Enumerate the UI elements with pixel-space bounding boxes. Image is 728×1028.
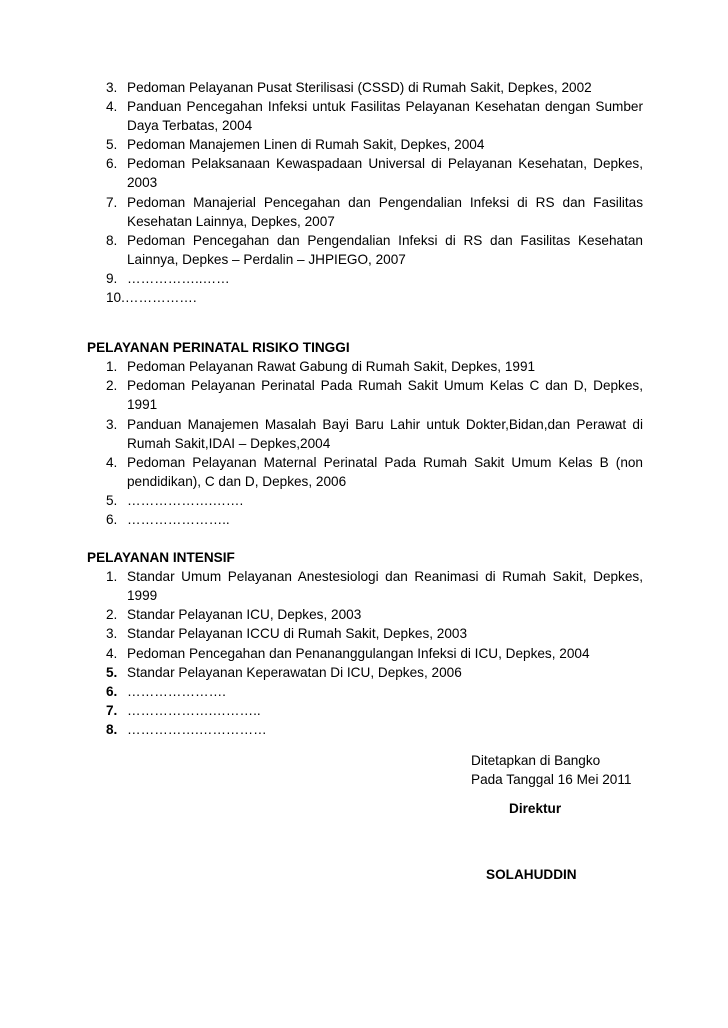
section-heading-perinatal: PELAYANAN PERINATAL RISIKO TINGGI (87, 340, 350, 356)
item-number: 3. (106, 626, 118, 642)
item-number: 9. (106, 270, 118, 286)
signature-block (471, 751, 691, 884)
list-item (87, 288, 643, 307)
item-text: …………….…………… (127, 721, 267, 737)
item-number: 2. (106, 378, 118, 394)
list-item (87, 357, 643, 376)
item-number: 6. (106, 511, 118, 527)
item-text: Pedoman Pencegahan dan Penananggulangan Infeksi di ICU, Depkes, 2004 (127, 645, 590, 661)
item-number: 8. (106, 721, 118, 737)
item-text: Pedoman Pelayanan Pusat Sterilisasi (CSSD) di Rumah Sakit, Depkes, 2002 (127, 80, 592, 95)
section-heading-intensive: PELAYANAN INTENSIF (87, 550, 235, 566)
item-number: 3. (106, 80, 118, 95)
item-number: 1. (106, 569, 118, 585)
list-item (87, 231, 643, 269)
item-number: 5. (106, 492, 118, 508)
item-text: Pedoman Pelaksanaan Kewaspadaan Universal di Pelayanan Kesehatan, Depkes, 2003 (127, 156, 643, 191)
list-item (87, 720, 643, 739)
list-item (87, 663, 643, 682)
item-number: 3. (106, 416, 118, 432)
item-text: Pedoman Pelayanan Rawat Gabung di Rumah Sakit, Depkes, 1991 (127, 359, 536, 375)
list-item (87, 269, 643, 288)
item-number: 8. (106, 232, 118, 248)
reference-list-perinatal (87, 357, 643, 529)
item-number: 7. (106, 194, 118, 210)
list-item (87, 193, 643, 231)
list-item (87, 682, 643, 701)
item-text: Pedoman Manajemen Linen di Rumah Sakit, Depkes, 2004 (127, 137, 485, 153)
list-item (87, 97, 643, 135)
item-text: …………………. (127, 683, 226, 699)
item-text: ………………….. (127, 511, 230, 527)
item-number: 6. (106, 156, 118, 172)
document-body (87, 78, 643, 739)
list-item (87, 453, 643, 491)
list-item (87, 135, 643, 154)
item-number: 4. (106, 454, 118, 470)
item-number: 7. (106, 702, 118, 718)
signature-title: Direktur (509, 801, 562, 817)
item-text: Panduan Manajemen Masalah Bayi Baru Lahir untuk Dokter,Bidan,dan Perawat di Rumah Sakit,IDAI – Depkes,2004 (127, 416, 643, 451)
item-text: ……………….……. (127, 492, 244, 508)
list-item (87, 154, 643, 192)
item-number: 5. (106, 664, 118, 680)
list-item (87, 510, 643, 529)
signature-place: Ditetapkan di Bangko (471, 753, 601, 768)
reference-list-intensive (87, 567, 643, 739)
item-text: Standar Pelayanan ICCU di Rumah Sakit, Depkes, 2003 (127, 626, 468, 642)
item-text: Pedoman Manajerial Pencegahan dan Pengendalian Infeksi di RS dan Fasilitas Kesehatan Lainnya, Depkes, 2007 (127, 194, 643, 229)
item-number: 2. (106, 607, 118, 623)
item-text: Pedoman Pelayanan Perinatal Pada Rumah Sakit Umum Kelas C dan D, Depkes, 1991 (127, 378, 643, 413)
item-text: Standar Umum Pelayanan Anestesiologi dan Reanimasi di Rumah Sakit, Depkes, 1999 (127, 569, 643, 604)
item-text: ……………. (124, 290, 197, 306)
signatory-name: SOLAHUDDIN (486, 867, 577, 883)
item-text: Standar Pelayanan Keperawatan Di ICU, Depkes, 2006 (127, 664, 462, 680)
item-text: Pedoman Pelayanan Maternal Perinatal Pada Rumah Sakit Umum Kelas B (non pendidikan), C dan D, Depkes, 2006 (127, 454, 643, 489)
list-item (87, 605, 643, 624)
list-item (87, 376, 643, 414)
list-item (87, 78, 643, 97)
list-item (87, 644, 643, 663)
item-text: ……………..…… (127, 270, 230, 286)
item-number: 6. (106, 683, 118, 699)
item-text: Standar Pelayanan ICU, Depkes, 2003 (127, 607, 362, 623)
list-item (87, 701, 643, 720)
item-text: Pedoman Pencegahan dan Pengendalian Infeksi di RS dan Fasilitas Kesehatan Lainnya, Depkes – Perdalin – JHPIEGO, 2007 (127, 232, 643, 267)
list-item (87, 624, 643, 643)
list-item (87, 415, 643, 453)
reference-list-infection (87, 78, 643, 307)
item-number: 5. (106, 137, 118, 153)
signature-date: Pada Tanggal 16 Mei 2011 (471, 772, 632, 788)
list-item (87, 491, 643, 510)
item-number: 4. (106, 99, 118, 115)
item-text: ……………….……….. (127, 702, 261, 718)
item-number: 1. (106, 359, 118, 375)
item-number: 4. (106, 645, 118, 661)
item-text: Panduan Pencegahan Infeksi untuk Fasilitas Pelayanan Kesehatan dengan Sumber Daya Terbatas, 2004 (127, 99, 643, 134)
item-number: 10. (106, 290, 125, 306)
list-item (87, 567, 643, 605)
